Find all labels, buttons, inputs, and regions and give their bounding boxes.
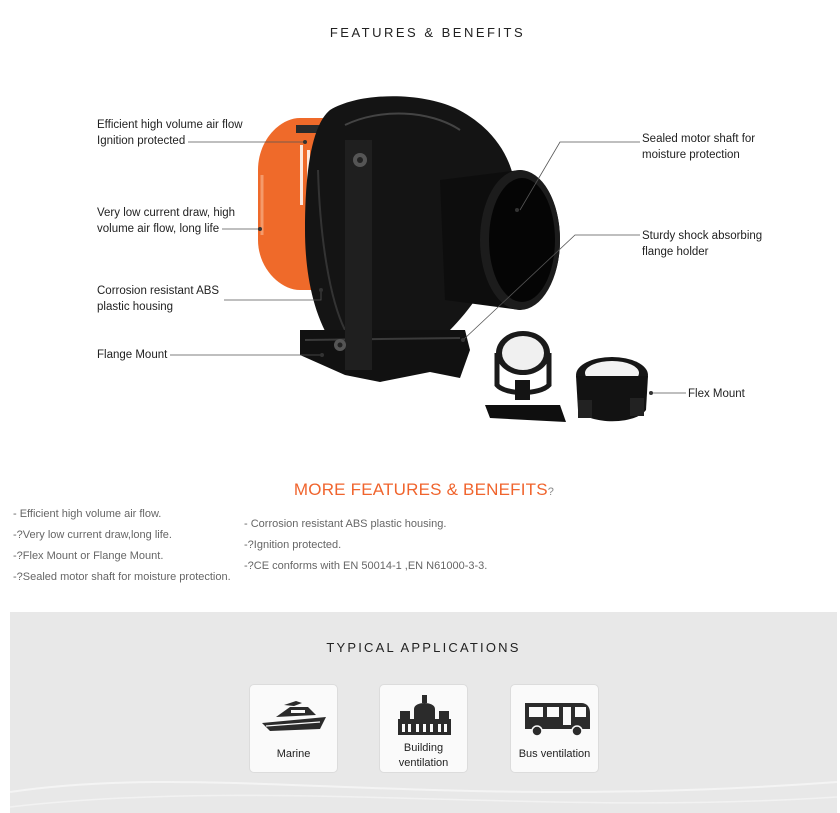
more-title-text: MORE FEATURES & BENEFITS: [293, 480, 548, 499]
card-label: [380, 741, 467, 771]
list-item: -?Flex Mount or Flange Mount.: [13, 550, 164, 562]
list-item: -?CE conforms with EN 50014-1 ,EN N61000-3-3.: [244, 560, 488, 572]
flange-holder: [485, 331, 566, 422]
callout-text: volume air flow, long life: [97, 223, 220, 235]
callout-text: Corrosion resistant ABS: [97, 285, 220, 297]
list-item: - Corrosion resistant ABS plastic housing.: [244, 518, 447, 530]
more-features-title: [0, 480, 840, 500]
callout-abs: [97, 283, 219, 315]
callout-text: Sturdy shock absorbing: [642, 230, 763, 242]
callout-text: Sealed motor shaft for: [642, 133, 756, 145]
applications-title: TYPICAL APPLICATIONS: [326, 640, 521, 655]
flex-mount: [576, 357, 648, 421]
callout-text: Very low current draw, high: [97, 207, 236, 219]
card-label: Marine: [276, 748, 311, 760]
callout-flange: Flange Mount: [97, 349, 168, 361]
callout-text: plastic housing: [97, 301, 174, 313]
features-list-left: [13, 504, 231, 588]
applications-panel: [10, 612, 837, 813]
list-item: -?Sealed motor shaft for moisture protection.: [13, 571, 231, 583]
callout-text: moisture protection: [642, 149, 740, 161]
card-label: Bus ventilation: [518, 748, 591, 760]
application-card-marine: [249, 684, 338, 773]
application-card-bus: [510, 684, 599, 773]
yacht-icon: [250, 685, 339, 745]
callout-text: Efficient high volume air flow: [97, 119, 243, 131]
application-card-building: [379, 684, 468, 773]
card-label-line: ventilation: [398, 757, 449, 769]
bus-icon: [511, 685, 600, 745]
callout-sturdy: [642, 228, 762, 260]
callout-current: [97, 205, 235, 237]
callout-airflow: [97, 117, 243, 149]
list-item: -?Ignition protected.: [244, 539, 342, 551]
list-item: - Efficient high volume air flow.: [13, 508, 162, 520]
section-title: FEATURES & BENEFITS: [329, 25, 526, 40]
more-title-suffix: ?: [547, 486, 555, 498]
list-item: -?Very low current draw,long life.: [13, 529, 172, 541]
callout-text: flange holder: [642, 246, 709, 258]
card-label-line: Building: [403, 742, 444, 754]
callout-flex: Flex Mount: [688, 388, 745, 400]
callout-text: Ignition protected: [97, 135, 186, 147]
building-icon: [380, 685, 469, 745]
features-list-right: [244, 514, 487, 577]
callout-sealed: [642, 131, 755, 163]
